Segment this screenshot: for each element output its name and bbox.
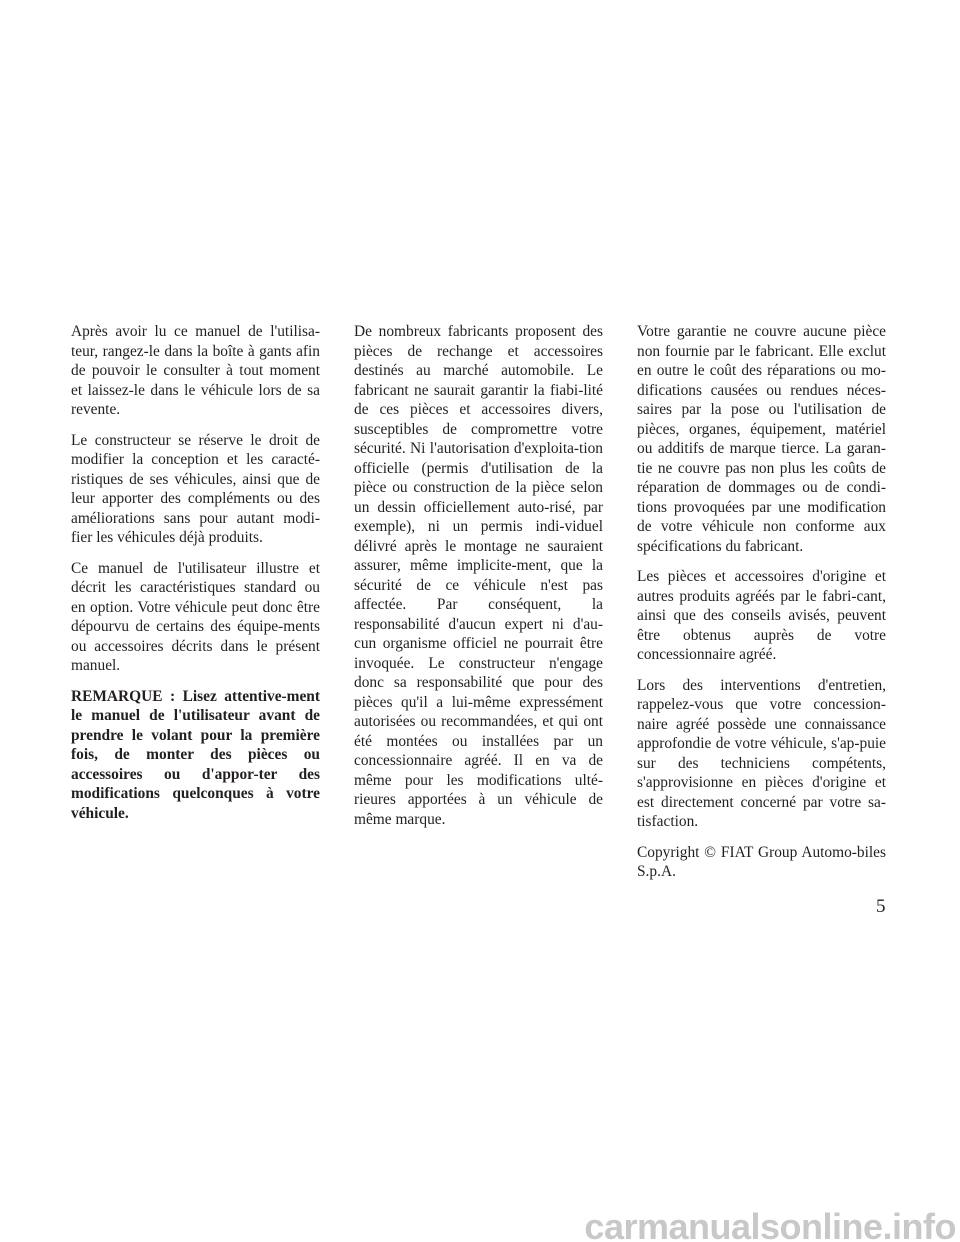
watermark (0, 1208, 960, 1242)
text-column-1 (71, 322, 320, 834)
paragraph-manual-scope: Ce manuel de l'utilisateur illustre et décrit les caractéristiques standard ou en option. Votre véhicule peut donc être dépourvu de certains des équipe-ments ou accessoires décrits dans le présent manuel. (71, 559, 320, 674)
text-column-2 (354, 322, 603, 840)
paragraph-copyright: Copyright © FIAT Group Automo-biles S.p.A. (637, 843, 886, 880)
paragraph-manufacturer-rights: Le constructeur se réserve le droit de modifier la conception et les caracté-ristiques de ses véhicules, ainsi que de leur apporter des compléments ou des améliorations sans pour autant modi-fier les véhicules déjà produits. (71, 431, 320, 546)
paragraph-warranty-exclusions: Votre garantie ne couvre aucune pièce non fournie par le fabricant. Elle exclut en outre le coût des réparations ou mo-difications causées ou rendues néces-saires par la pose ou l'utilisation de pièces, organes, équipement, matériel ou additifs de marque tierce. La garan-tie ne couvre pas non plus les coûts de réparation de dommages ou de condi-tions provoquées par une modification de votre véhicule non conforme aux spécifications du fabricant. (637, 323, 886, 555)
watermark-text: carmanualsonline.info (584, 1208, 956, 1242)
paragraph-remarque-note: REMARQUE : Lisez attentive-ment le manuel de l'utilisateur avant de prendre le volant pour la première fois, de monter des pièces ou accessoires ou d'appor-ter des modifications quelconques à votre véhicule. (71, 687, 320, 822)
paragraph-dealer-service: Lors des interventions d'entretien, rappelez-vous que votre concession-naire agréé possède une connaissance approfondie de votre véhicule, s'ap-puie sur des techniciens compétents, s'approvisionne en pièces d'origine et est directement concerné par votre sa-tisfaction. (637, 676, 886, 830)
paragraph-aftermarket-parts: De nombreux fabricants proposent des pièces de rechange et accessoires destinés au marché automobile. Le fabricant ne saurait garantir la fiabi-lité de ces pièces et accessoires divers, susceptibles de compromettre votre sécurité. Ni l'autorisation d'exploita-tion officielle (permis d'utilisation de la pièce ou construction de la pièce selon un dessin officiellement auto-risé, par exemple), ni un permis indi-viduel délivré après le montage ne sauraient assurer, même implicite-ment, que la sécurité de ce véhicule n'est pas affectée. Par conséquent, la responsabilité d'aucun expert ni d'au-cun organisme officiel ne pourrait être invoquée. Le constructeur n'engage donc sa responsabilité que pour des pièces qu'il a lui-même expressément autorisées ou recommandées, et qui ont été montées ou installées par un concessionnaire agréé. Il en va de même pour les modifications ulté-rieures apportées à un véhicule de même marque. (354, 323, 603, 828)
text-column-3 (637, 322, 886, 893)
paragraph-storage-advice: Après avoir lu ce manuel de l'utilisa-teur, rangez-le dans la boîte à gants afin de pouvoir le consulter à tout moment et laissez-le dans le véhicule lors de sa revente. (71, 323, 320, 418)
paragraph-genuine-parts: Les pièces et accessoires d'origine et autres produits agréés par le fabri-cant, ainsi que des conseils avisés, peuvent être obtenus auprès de votre concessionnaire agréé. (637, 568, 886, 663)
page-number: 5 (876, 896, 886, 917)
